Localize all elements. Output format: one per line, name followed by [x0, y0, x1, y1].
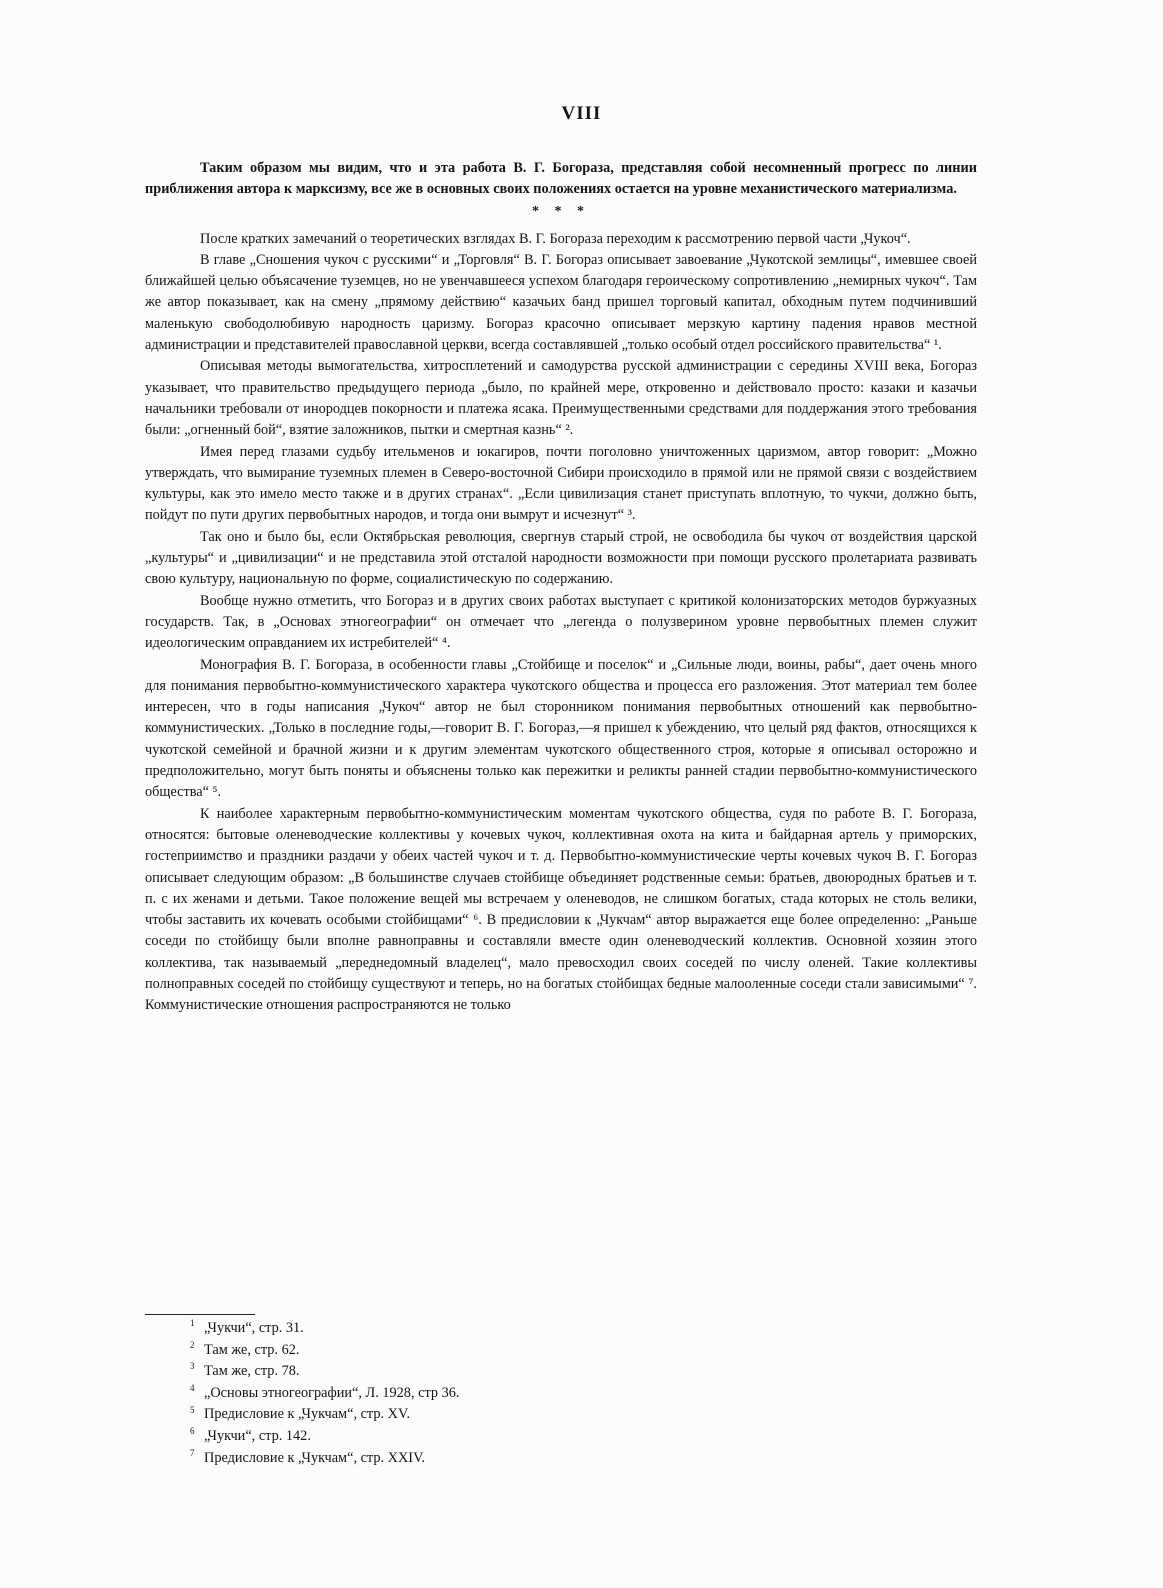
section-separator: * * *	[532, 203, 590, 219]
footnote: 2 Там же, стр. 62.	[190, 1339, 300, 1358]
footnote-text: „Чукчи“, стр. 142.	[204, 1427, 311, 1444]
paragraph: После кратких замечаний о теоретических взглядах В. Г. Богораза переходим к рассмотрению первой части „Чукоч“.	[200, 230, 911, 247]
main-text	[145, 158, 977, 1017]
footnote-text: „Основы этногеографии“, Л. 1928, стр 36.	[204, 1384, 460, 1401]
footnote-text: Предисловие к „Чукчам“, стр. XV.	[204, 1406, 411, 1423]
paragraph: Монография В. Г. Богораза, в особенности главы „Стойбище и поселок“ и „Сильные люди, воины, рабы“, дает очень много для понимания первобытно-коммунистического характера чукотского общества и процесса его разложения. Этот материал тем более интересен, что в годы написания „Чукоч“ автор не был сторонником понимания первобытных отношений как первобытно-коммунистических. „Только в последние годы,—говорит В. Г. Богораз,—я пришел к убеждению, что целый ряд фактов, относящихся к чукотской семейной и брачной жизни и к другим элементам чукотского общественного строя, которые я описывал осторожно и предположительно, могут быть поняты и объяснены только как пережитки и реликты ранней стадии первобытно-коммунистического общества“ ⁵.	[145, 656, 977, 801]
footnote: 3 Там же, стр. 78.	[190, 1361, 300, 1380]
footnote: 1 „Чукчи“, стр. 31.	[190, 1318, 304, 1336]
footnote-text: „Чукчи“, стр. 31.	[204, 1320, 304, 1336]
paragraph: К наиболее характерным первобытно-коммунистическим моментам чукотского общества, судя по работе В. Г. Богораза, относятся: бытовые оленеводческие коллективы у кочевых чукоч, коллективная охота на кита и байдарная артель у приморских, гостеприимство и праздники раздачи у обеих частей чукоч и т. д. Первобытно-коммунистические черты кочевых чукоч В. Г. Богораз описывает следующим образом: „В большинстве случаев стойбище объединяет родственные семьи: братьев, двоюродных братьев и т. п. с их женами и детьми. Такое положение вещей мы встречаем у оленеводов, не слишком богатых, стада которых не столь велики, чтобы заставить их кочевать особыми стойбищами“ ⁶. В предисловии к „Чукчам“ автор выражается еще более определенно: „Раньше соседи по стойбищу были вполне равноправны и составляли вместе один оленеводческий коллектив. Основной хозяин этого коллектива, так называемый „переднедомный владелец“, мало превосходил своих соседей по числу оленей. Такие коллективы полноправных соседей по стойбищу существуют и теперь, но на богатых стойбищах бедные малооленные соседи стали зависимыми“ ⁷. Коммунистические отношения распространяются не только	[145, 805, 977, 1014]
paragraph: Имея перед глазами судьбу ительменов и юкагиров, почти поголовно уничтоженных царизмом, автор говорит: „Можно утверждать, что вымирание туземных племен в Северо-восточной Сибири происходило в прямой или не прямой связи с воздействием культуры, как это имело место также и в других странах“. „Если цивилизация станет приступать вплотную, то чукчи, должно быть, пойдут по пути других первобытных народов, и тогда они вымрут и исчезнут“ ³.	[145, 443, 977, 524]
footnote-text: Там же, стр. 62.	[204, 1341, 300, 1358]
paragraph: В главе „Сношения чукоч с русскими“ и „Торговля“ В. Г. Богораз описывает завоевание „Чукотской землицы“, имевшее своей ближайшей целью объясачение туземцев, но не увенчавшееся успехом благодаря героическому сопротивлению „немирных чукоч“. Там же автор показывает, как на смену „прямому действию“ казачьих банд пришел торговый капитал, обходным путем подчинивший маленькую свободолюбивую народность царизму. Богораз красочно описывает мерзкую картину падения нравов местной администрации и представителей православной церкви, всегда составлявшей „только особый отдел российского правительства“ ¹.	[145, 251, 977, 354]
footnote-divider	[145, 1314, 255, 1315]
paragraph: Вообще нужно отметить, что Богораз и в других своих работах выступает с критикой колонизаторских методов буржуазных государств. Так, в „Основах этногеографии“ он отмечает что „легенда о полузверином уровне первобытных племен служит идеологическим оправданием их истребителей“ ⁴.	[145, 592, 977, 652]
footnote-text: Там же, стр. 78.	[204, 1363, 300, 1380]
paragraph: Так оно и было бы, если Октябрьская революция, свергнув старый строй, не освободила бы чукоч от воздействия царской „культуры“ и „цивилизации“ и не представила этой отсталой народности возможности при помощи русского пролетариата развивать свою культуру, национальную по форме, социалистическую по содержанию.	[145, 528, 977, 588]
paragraph-intro: Таким образом мы видим, что и эта работа В. Г. Богораза, представляя собой несомненный прогресс по линии приближения автора к марксизму, все же в основных своих положениях остается на уровне механистического материализма.	[145, 160, 977, 198]
footnote: 5 Предисловие к „Чукчам“, стр. XV.	[190, 1404, 411, 1423]
footnote: 7 Предисловие к „Чукчам“, стр. XXIV.	[190, 1447, 426, 1466]
footnote-text: Предисловие к „Чукчам“, стр. XXIV.	[204, 1449, 426, 1466]
footnote: 6 „Чукчи“, стр. 142.	[190, 1426, 311, 1444]
paragraph: Описывая методы вымогательства, хитросплетений и самодурства русской администрации с середины XVIII века, Богораз указывает, что правительство предыдущего периода „было, по крайней мере, откровенно и действовало просто: казаки и казачьи начальники требовали от инородцев покорности и платежа ясака. Преимущественными средствами для поддержания этого требования были: „огненный бой“, взятие заложников, пытки и смертная казнь“ ².	[145, 358, 977, 439]
footnotes	[190, 1318, 790, 1469]
page-number: VIII	[561, 103, 602, 124]
footnote: 4 „Основы этногеографии“, Л. 1928, стр 36.	[190, 1383, 460, 1401]
